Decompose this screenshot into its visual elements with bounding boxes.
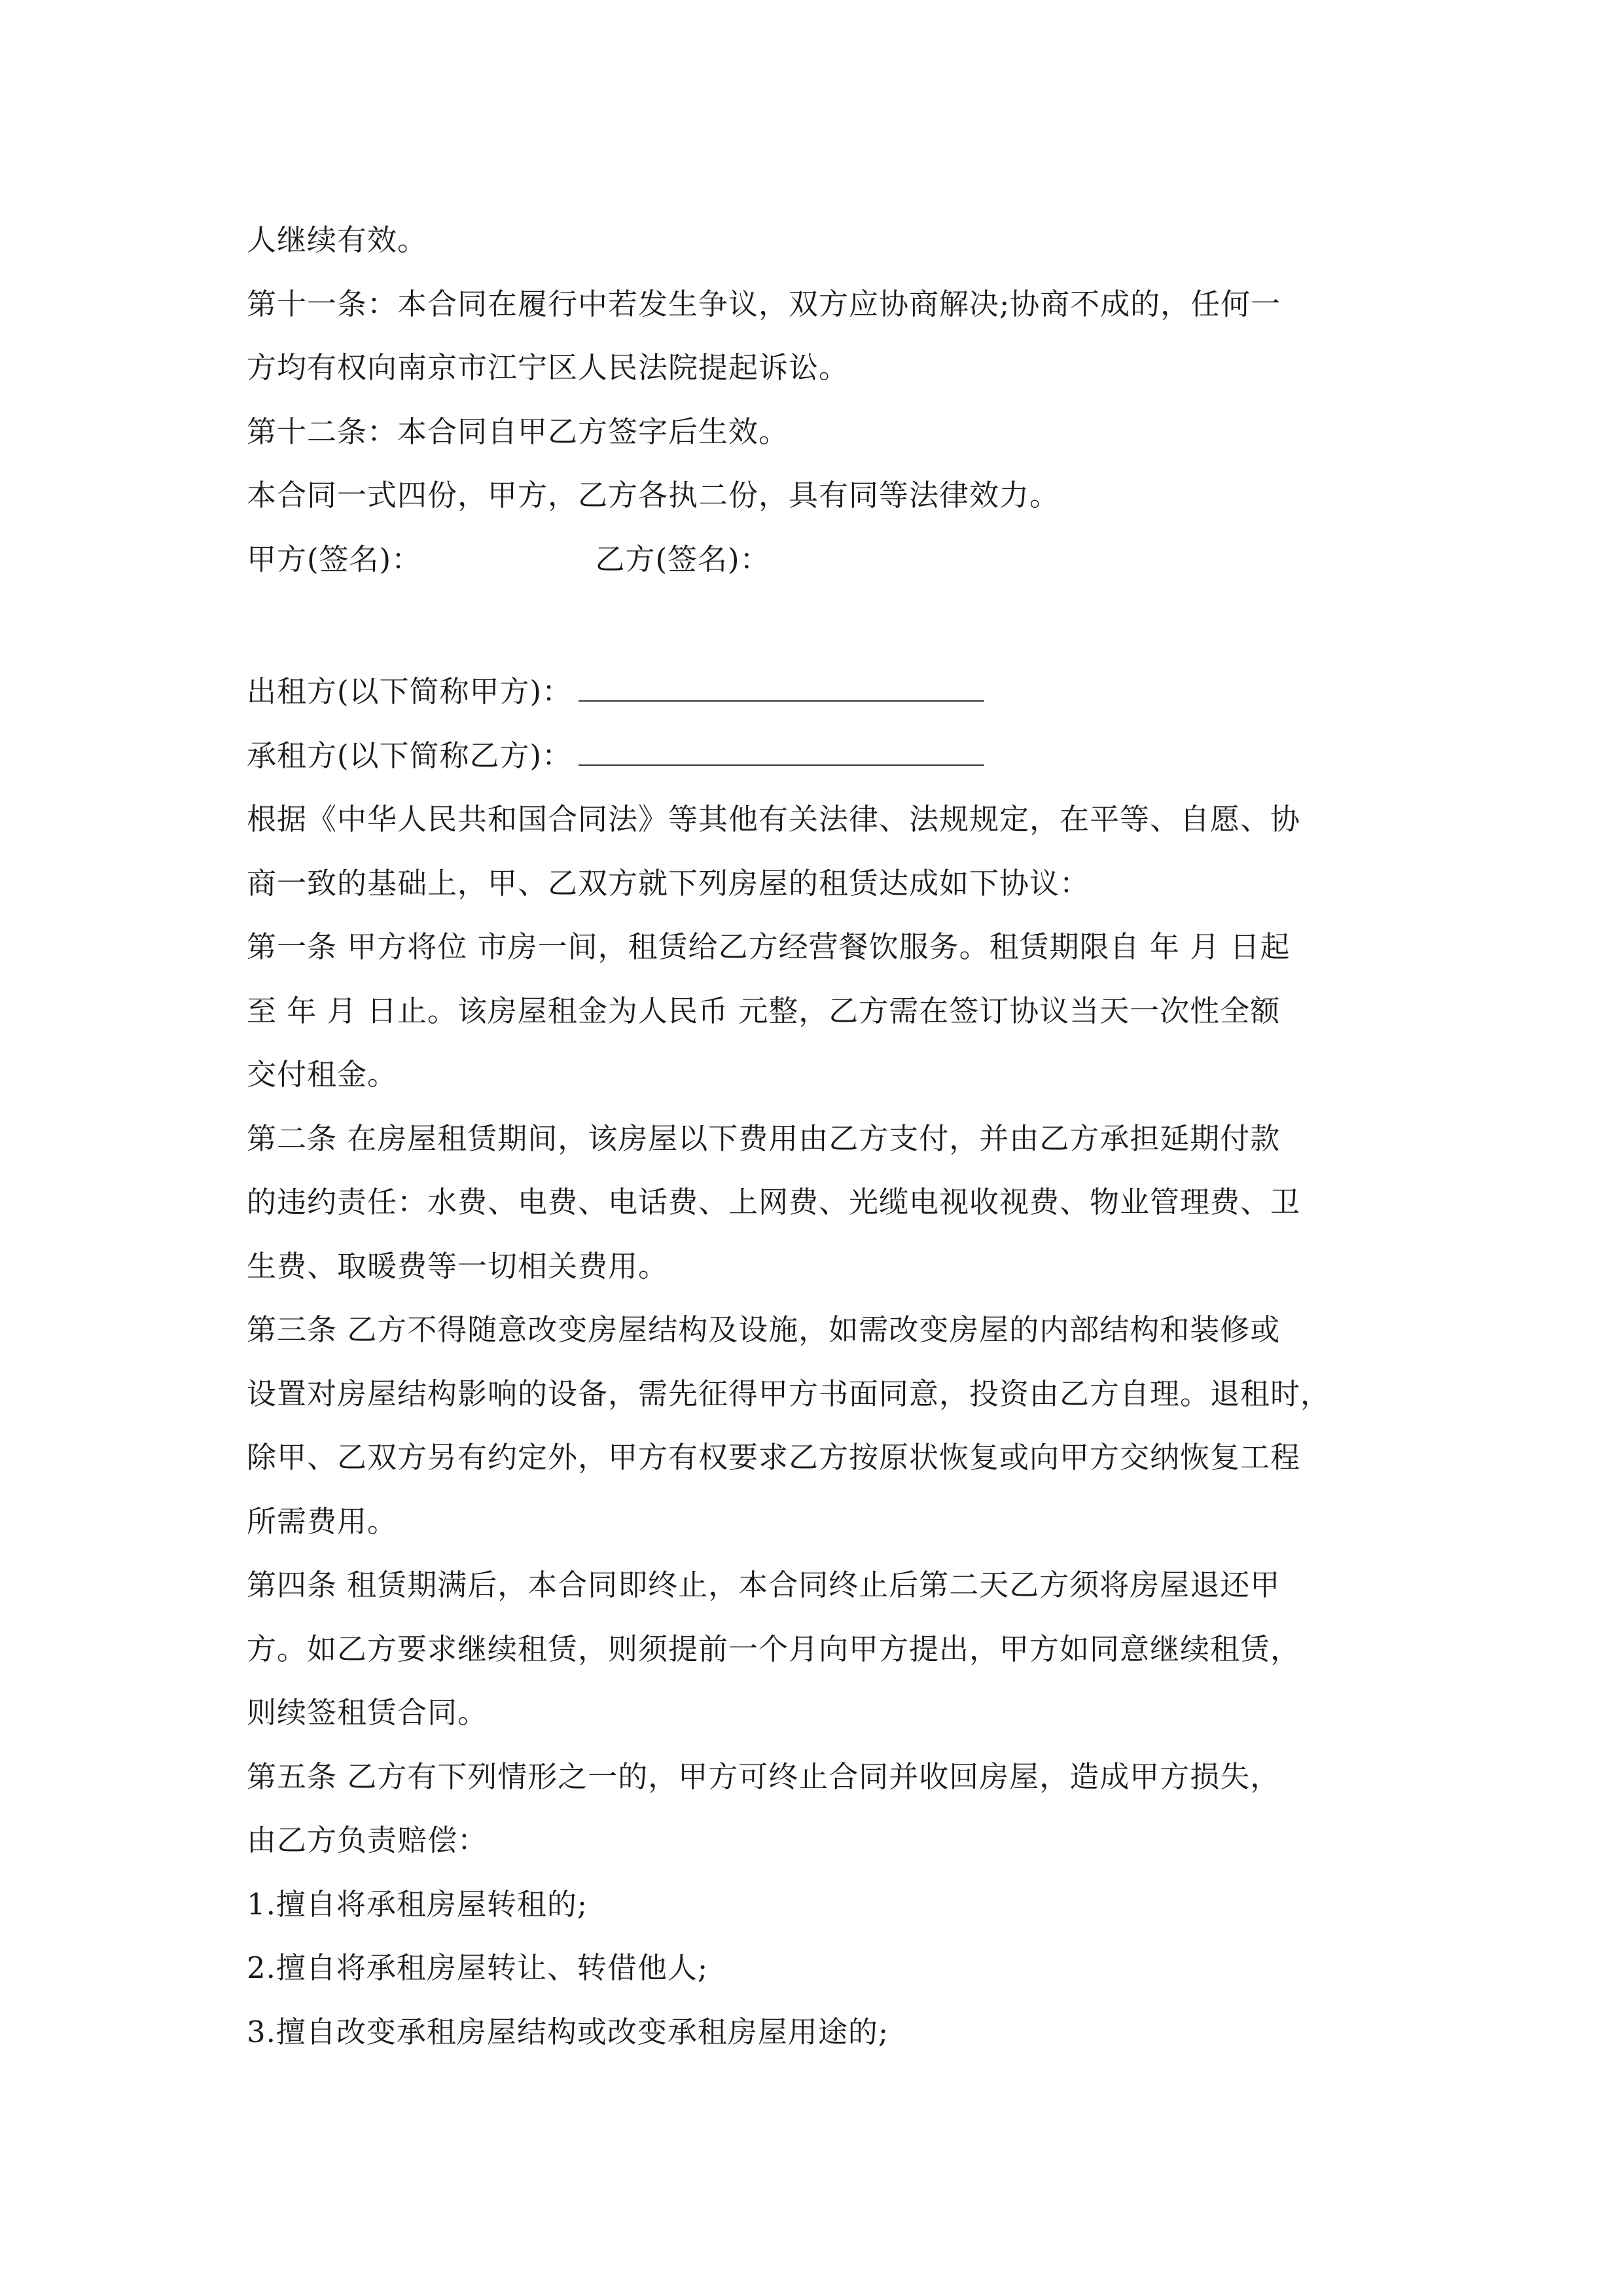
article-3-line-4: 所需费用。 — [247, 1503, 398, 1539]
article-12: 第十二条：本合同自甲乙方签字后生效。 — [247, 414, 789, 449]
lessee-row — [247, 724, 1399, 788]
signature-row — [247, 528, 1399, 592]
article-3-line-3: 除甲、乙双方另有约定外，甲方有权要求乙方按原状恢复或向甲方交纳恢复工程 — [247, 1440, 1301, 1475]
lessor-label: 出租方(以下简称甲方)： — [247, 674, 573, 709]
article-4-line-3: 则续签租赁合同。 — [247, 1695, 488, 1730]
article-4-line-1: 第四条 租赁期满后，本合同即终止，本合同终止后第二天乙方须将房屋退还甲 — [247, 1568, 1281, 1602]
section-gap — [247, 591, 1399, 660]
article-1-line-1: 第一条 甲方将位 市房一间，租赁给乙方经营餐饮服务。租赁期限自 年 月 日起 — [247, 929, 1291, 964]
lessor-row — [247, 660, 1399, 724]
party-a-signature-label: 甲方(签名)： — [247, 541, 422, 577]
article-2-line-3: 生费、取暖费等一切相关费用。 — [247, 1248, 669, 1283]
article-3-line-2: 设置对房屋结构影响的设备，需先征得甲方书面同意，投资由乙方自理。退租时， — [247, 1376, 1331, 1411]
preamble-line-2: 商一致的基础上，甲、乙双方就下列房屋的租赁达成如下协议： — [247, 865, 1090, 901]
article-5-line-2: 由乙方负责赔偿： — [247, 1823, 488, 1857]
article-4-line-2: 方。如乙方要求继续租赁，则须提前一个月向甲方提出，甲方如同意继续租赁， — [247, 1631, 1301, 1666]
article-3-line-1: 第三条 乙方不得随意改变房屋结构及设施，如需改变房屋的内部结构和装修或 — [247, 1312, 1281, 1347]
article-5-line-1: 第五条 乙方有下列情形之一的，甲方可终止合同并收回房屋，造成甲方损失， — [247, 1759, 1281, 1794]
party-b-signature-label: 乙方(签名)： — [595, 541, 770, 577]
contract-page — [247, 208, 1399, 2064]
article-1-line-3: 交付租金。 — [247, 1057, 398, 1092]
list-item: 3.擅自改变承租房屋结构或改变承租房屋用途的; — [247, 2014, 889, 2049]
list-item: 1.擅自将承租房屋转租的; — [247, 1886, 588, 1922]
article-11-line-2: 方均有权向南京市江宁区人民法院提起诉讼。 — [247, 350, 849, 385]
article-1-line-2: 至 年 月 日止。该房屋租金为人民币 元整，乙方需在签订协议当天一次性全额 — [247, 993, 1281, 1028]
lessee-label: 承租方(以下简称乙方)： — [247, 738, 573, 773]
article-2-line-2: 的违约责任：水费、电费、电话费、上网费、光缆电视收视费、物业管理费、卫 — [247, 1185, 1301, 1219]
lessee-blank-field[interactable] — [579, 730, 984, 766]
preamble-line-1: 根据《中华人民共和国合同法》等其他有关法律、法规规定，在平等、自愿、协 — [247, 802, 1301, 836]
list-item: 2.擅自将承租房屋转让、转借他人; — [247, 1950, 709, 1985]
text-line: 人继续有效。 — [247, 223, 428, 257]
article-2-line-1: 第二条 在房屋租赁期间，该房屋以下费用由乙方支付，并由乙方承担延期付款 — [247, 1121, 1281, 1156]
article-11-line-1: 第十一条：本合同在履行中若发生争议，双方应协商解决;协商不成的，任何一 — [247, 286, 1281, 321]
lessor-blank-field[interactable] — [579, 666, 984, 702]
copies-clause: 本合同一式四份，甲方，乙方各执二份，具有同等法律效力。 — [247, 478, 1060, 512]
